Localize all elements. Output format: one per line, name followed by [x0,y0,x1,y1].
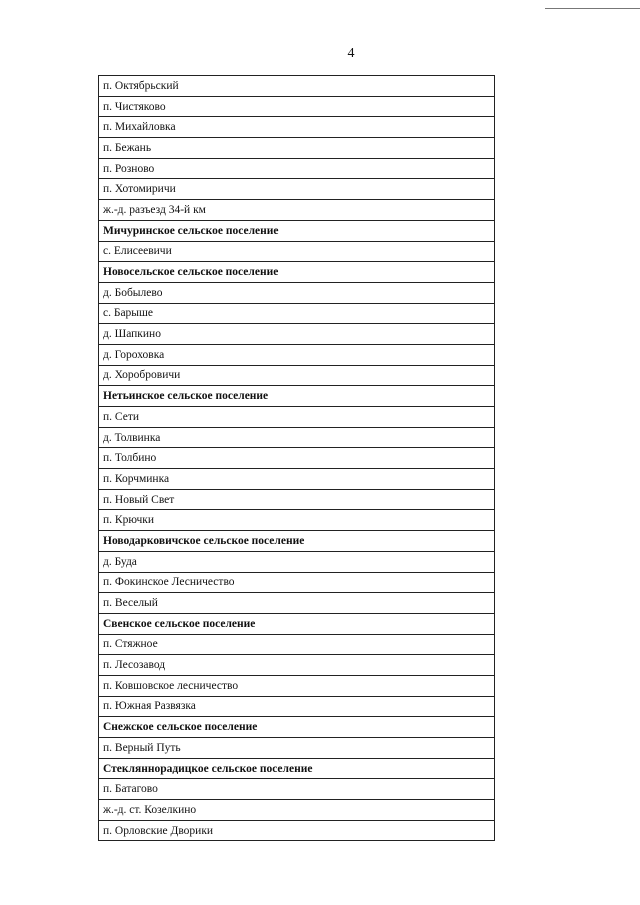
settlement-name: с. Елисеевичи [99,241,495,262]
settlement-name: п. Бежань [99,138,495,159]
settlement-group-name: Снежское сельское поселение [99,717,495,738]
settlement-row [99,138,495,159]
settlement-name: п. Чистяково [99,96,495,117]
settlement-name: д. Шапкино [99,324,495,345]
settlement-row [99,76,495,97]
settlement-row [99,324,495,345]
settlements-table [98,75,495,841]
settlement-name: п. Михайловка [99,117,495,138]
settlement-name: д. Толвинка [99,427,495,448]
settlement-row [99,179,495,200]
settlement-name: п. Веселый [99,593,495,614]
settlement-group-name: Новосельское сельское поселение [99,262,495,283]
settlement-group-name: Нетьинское сельское поселение [99,386,495,407]
settlement-row [99,469,495,490]
settlement-name: п. Толбино [99,448,495,469]
settlement-name: п. Хотомиричи [99,179,495,200]
settlement-name: п. Новый Свет [99,489,495,510]
settlement-row [99,675,495,696]
settlement-row [99,117,495,138]
settlement-name: ж.-д. ст. Козелкино [99,800,495,821]
settlement-row [99,510,495,531]
settlement-row [99,303,495,324]
settlement-name: д. Бобылево [99,282,495,303]
settlement-row [99,779,495,800]
settlements-table-body [99,76,495,841]
settlement-name: п. Ковшовское лесничество [99,675,495,696]
settlement-row [99,282,495,303]
settlement-row [99,344,495,365]
settlement-row [99,365,495,386]
settlement-name: п. Орловские Дворики [99,820,495,841]
settlement-name: п. Розново [99,158,495,179]
settlement-row [99,696,495,717]
settlement-group-header-row [99,717,495,738]
settlement-name: ж.-д. разъезд 34-й км [99,200,495,221]
settlement-row [99,800,495,821]
settlement-row [99,593,495,614]
settlement-group-name: Свенское сельское поселение [99,613,495,634]
settlement-row [99,489,495,510]
settlement-row [99,634,495,655]
settlement-group-header-row [99,758,495,779]
settlement-group-header-row [99,220,495,241]
settlement-name: д. Буда [99,551,495,572]
settlement-name: п. Лесозавод [99,655,495,676]
settlement-name: д. Хоробровичи [99,365,495,386]
settlement-row [99,820,495,841]
settlement-row [99,655,495,676]
settlement-group-name: Стекляннорадицкое сельское поселение [99,758,495,779]
settlement-name: п. Батагово [99,779,495,800]
settlement-row [99,407,495,428]
settlement-group-header-row [99,386,495,407]
settlement-group-header-row [99,531,495,552]
settlement-group-header-row [99,613,495,634]
settlement-name: п. Сети [99,407,495,428]
settlement-row [99,158,495,179]
top-edge-rule [545,8,640,9]
settlement-name: п. Фокинское Лесничество [99,572,495,593]
settlement-name: д. Гороховка [99,344,495,365]
page-number: 4 [347,46,355,61]
settlement-row [99,241,495,262]
settlement-group-name: Новодарковичское сельское поселение [99,531,495,552]
settlement-name: с. Барыше [99,303,495,324]
settlement-row [99,551,495,572]
settlement-row [99,572,495,593]
settlement-name: п. Октябрьский [99,76,495,97]
settlement-name: п. Корчминка [99,469,495,490]
settlement-group-header-row [99,262,495,283]
settlement-row [99,200,495,221]
settlement-name: п. Стяжное [99,634,495,655]
settlement-name: п. Южная Развязка [99,696,495,717]
settlement-group-name: Мичуринское сельское поселение [99,220,495,241]
settlement-row [99,738,495,759]
settlement-name: п. Верный Путь [99,738,495,759]
settlement-row [99,427,495,448]
settlement-row [99,96,495,117]
settlement-row [99,448,495,469]
settlement-name: п. Крючки [99,510,495,531]
